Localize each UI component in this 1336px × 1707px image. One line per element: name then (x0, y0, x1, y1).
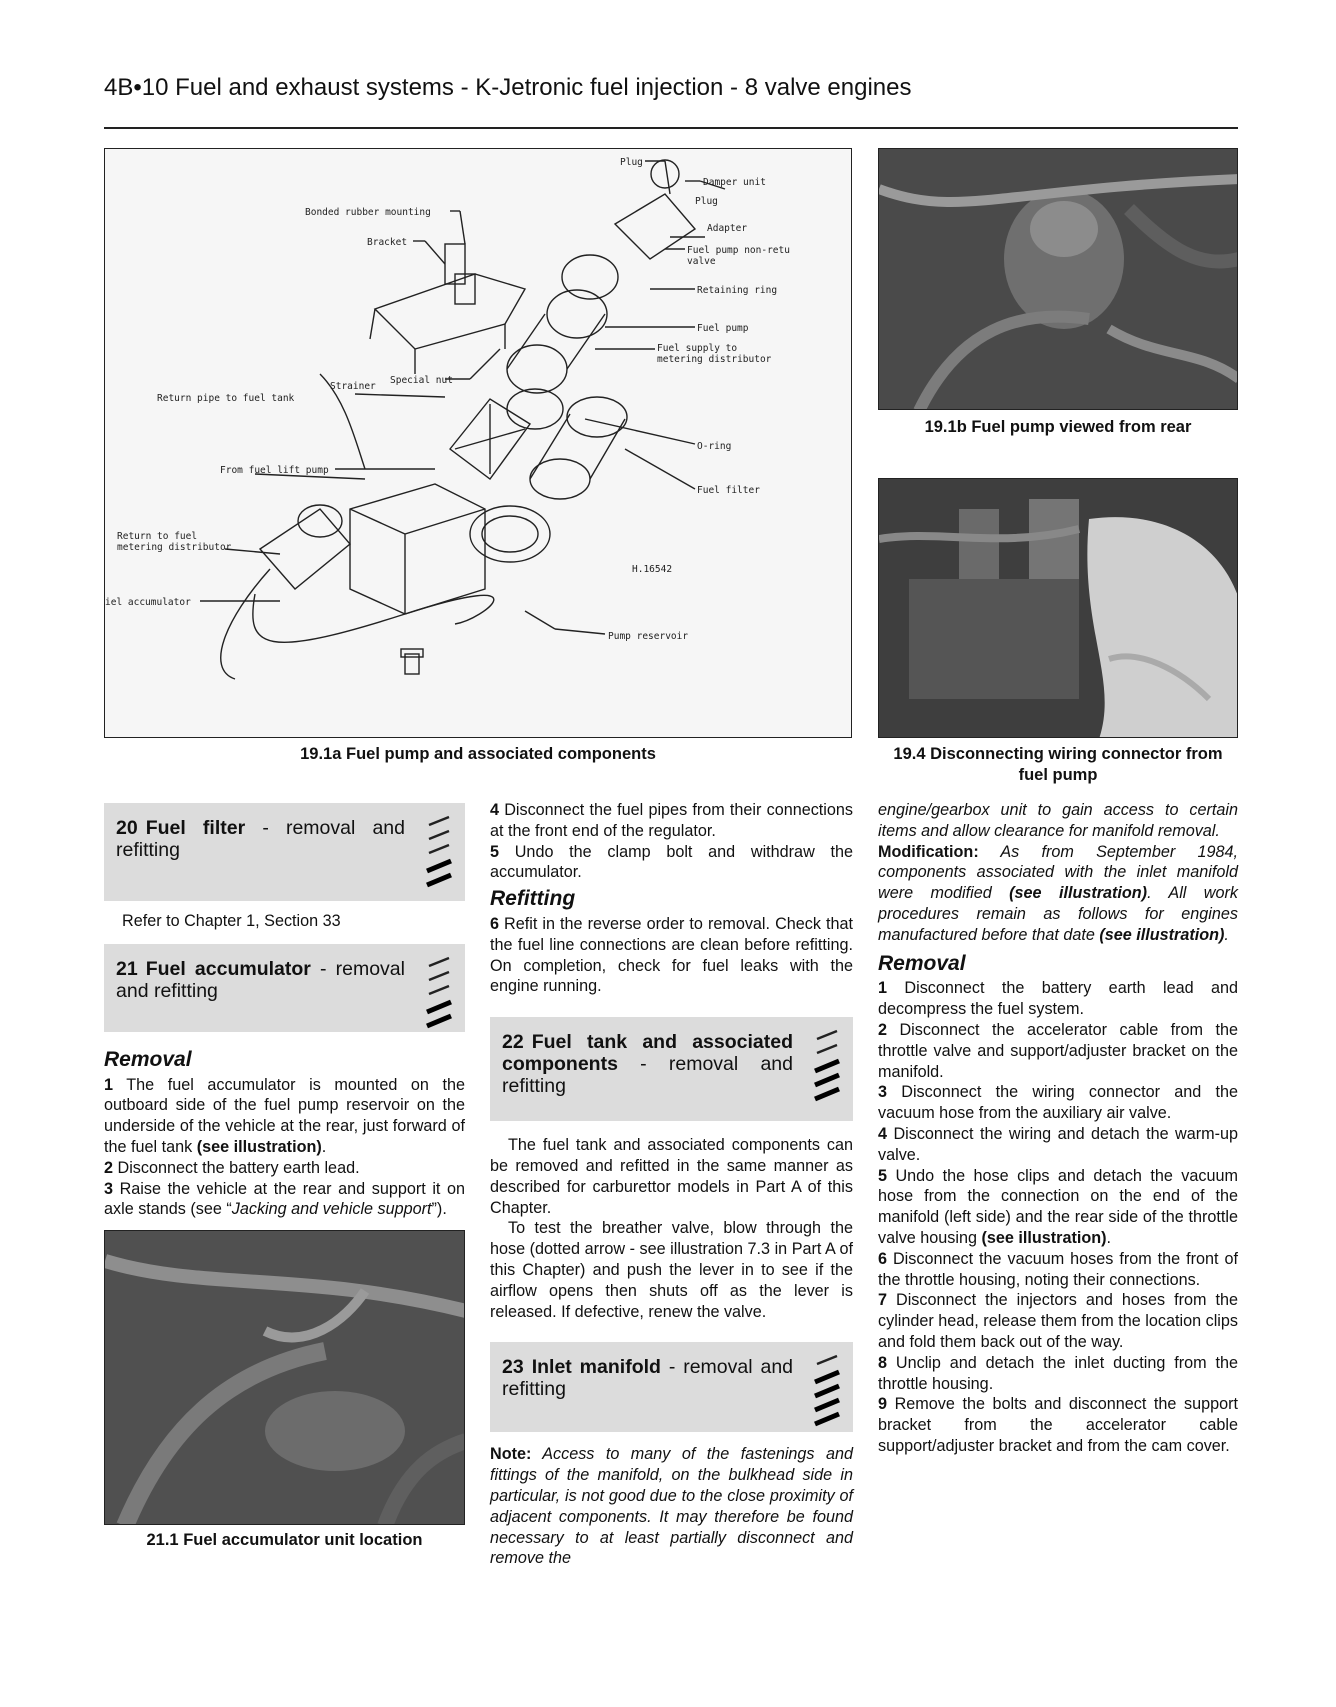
label-special-nut: Special nut (390, 375, 453, 386)
section-20-title: Fuel filter (145, 817, 246, 839)
section-22-heading (490, 1017, 853, 1121)
col3-step-7: 7 Disconnect the injectors and hoses from the cylinder head, release them from the location clips and fold them back out of the way. (878, 1291, 1238, 1351)
difficulty-spanner-icon (423, 952, 457, 1032)
label-damper-unit: Damper unit (703, 177, 766, 188)
col3-step-9: 9 Remove the bolts and disconnect the support bracket from the accelerator cable support/adjuster bracket and from the cam cover. (878, 1395, 1238, 1455)
col2-paragraph-7: The fuel tank and associated components can be removed and refitted in the same manner as described for carburettor models in Part A of this Chapter. (490, 1136, 853, 1217)
col3-step-3: 3 Disconnect the wiring connector and the vacuum hose from the auxiliary air valve. (878, 1083, 1238, 1123)
section-21-heading (104, 944, 465, 1032)
header-rule (104, 127, 1238, 129)
label-fuel-supply-line1: Fuel supply to (657, 343, 738, 354)
col2-note: Note: Access to many of the fastenings and fittings of the manifold, on the bulkhead side in particular, is not good due to the close proximity of adjacent components. It may therefore be found necessary to at least partially disconnect and remove the (490, 1445, 853, 1568)
label-plug-top: Plug (620, 157, 643, 168)
label-adapter: Adapter (707, 223, 748, 234)
section-22-title: Fuel tank and associated components (502, 1031, 793, 1076)
label-o-ring: O-ring (697, 441, 732, 452)
section-22-subtitle: - removal and refitting (502, 1053, 793, 1098)
label-fuel-pump: Fuel pump (697, 323, 749, 334)
section-21-number: 21 (116, 957, 138, 980)
page-header-title: 4B•10 Fuel and exhaust systems - K-Jetronic fuel injection - 8 valve engines (104, 74, 912, 101)
section-23-number: 23 (502, 1356, 524, 1379)
difficulty-spanner-icon (423, 811, 457, 891)
label-return-to-fuel-line1: Return to fuel (117, 531, 198, 542)
section-20-number: 20 (116, 817, 138, 839)
label-ref-code: H.16542 (632, 564, 673, 575)
label-accumulator: iel accumulator (105, 597, 191, 608)
col2-paragraph-6: 6 Refit in the reverse order to removal. Check that the fuel line connections are clean before refitting. On completion, check for fuel leaks with the engine running. (490, 914, 853, 996)
label-return-pipe: Return pipe to fuel tank (157, 393, 295, 404)
caption-19-4 (878, 744, 1238, 786)
label-non-return-line2: valve (687, 256, 716, 267)
col1-paragraph-2: 2 Disconnect the battery earth lead. (104, 1158, 360, 1177)
removal-heading-2: Removal (878, 951, 966, 975)
col3-step-8: 8 Unclip and detach the inlet ducting from the throttle housing. (878, 1353, 1238, 1393)
label-return-to-fuel-line2: metering distributor (117, 542, 232, 553)
label-bonded-rubber-mounting: Bonded rubber mounting (305, 207, 431, 218)
fuel-accumulator-photo (105, 1231, 465, 1525)
col2-paragraph-5: 5 Undo the clamp bolt and withdraw the accumulator. (490, 842, 853, 882)
caption-19-4-line2: fuel pump (1018, 766, 1098, 784)
section-21-title: Fuel accumulator (145, 957, 311, 980)
col3-step-6: 6 Disconnect the vacuum hoses from the front of the throttle housing, noting their connections. (878, 1249, 1238, 1289)
photo-21-1 (104, 1230, 465, 1525)
section-22-number: 22 (502, 1031, 524, 1054)
caption-21-1: 21.1 Fuel accumulator unit location (146, 1531, 423, 1549)
column-2 (490, 800, 853, 1569)
caption-19-1a: 19.1a Fuel pump and associated components (300, 745, 656, 763)
section-20-heading (104, 803, 465, 901)
col3-continued-text: engine/gearbox unit to gain access to certain items and allow clearance for manifold removal. (878, 801, 1238, 840)
section-23-heading (490, 1342, 853, 1432)
col3-step-1: 1 Disconnect the battery earth lead and decompress the fuel system. (878, 979, 1238, 1019)
col3-step-2: 2 Disconnect the accelerator cable from the throttle valve and support/adjuster bracket on the manifold. (878, 1020, 1238, 1081)
col1-paragraph-1: 1 The fuel accumulator is mounted on the outboard side of the fuel pump reservoir on the underside of the vehicle at the rear, just forward of the fuel tank (see illustration). (104, 1075, 465, 1156)
column-1 (104, 803, 465, 1220)
fuel-pump-rear-photo (879, 149, 1238, 410)
col2-paragraph-4: 4 Disconnect the fuel pipes from their connections at the front end of the regulator. (490, 801, 853, 840)
col3-step-4: 4 Disconnect the wiring and detach the warm-up valve. (878, 1124, 1238, 1164)
section-23-subtitle: - removal and refitting (502, 1356, 794, 1401)
photo-19-1b (878, 148, 1238, 410)
label-fuel-supply-line2: metering distributor (657, 354, 772, 365)
label-bracket: Bracket (367, 237, 408, 248)
label-non-return-line1: Fuel pump non-retu (687, 245, 790, 256)
removal-heading-1: Removal (104, 1047, 192, 1071)
label-plug-right: Plug (695, 196, 718, 207)
difficulty-spanner-icon (811, 1025, 845, 1105)
fuel-pump-exploded-diagram (105, 149, 850, 736)
col3-step-5: 5 Undo the hose clips and detach the vacuum hose from the connection on the end of the manifold (left side) and the rear side of the throttle valve housing (see illustration). (878, 1166, 1238, 1247)
caption-19-1b: 19.1b Fuel pump viewed from rear (924, 418, 1192, 436)
label-strainer: Strainer (330, 381, 376, 392)
section-20-subtitle: - removal and refitting (116, 817, 405, 861)
section-21-subtitle: - removal and refitting (116, 957, 405, 1002)
col2-paragraph-8: To test the breather valve, blow through the hose (dotted arrow - see illustration 7.3 in Part A of this Chapter) and push the lever in to see if the airflow opens then shuts off as the lever is released. If defective, renew the valve. (490, 1219, 853, 1321)
column-3 (878, 800, 1238, 1457)
label-from-lift-pump: From fuel lift pump (220, 465, 329, 476)
label-fuel-filter: Fuel filter (697, 485, 760, 496)
caption-19-4-line1: 19.4 Disconnecting wiring connector from (893, 745, 1223, 763)
refitting-heading: Refitting (490, 887, 576, 911)
section-23-title: Inlet manifold (531, 1356, 661, 1379)
figure-19-1a-diagram (104, 148, 852, 738)
label-retaining-ring: Retaining ring (697, 285, 778, 296)
label-pump-reservoir: Pump reservoir (608, 631, 689, 642)
wiring-connector-photo (879, 479, 1238, 738)
col1-paragraph-3: 3 Raise the vehicle at the rear and support it on axle stands (see “Jacking and vehicle support”). (104, 1179, 465, 1219)
difficulty-spanner-icon (811, 1350, 845, 1430)
refer-text: Refer to Chapter 1, Section 33 (122, 912, 341, 930)
photo-19-4 (878, 478, 1238, 738)
col3-modification: Modification: As from September 1984, components associated with the inlet manifold were modified (see illustration). All work procedures remain as follows for engines manufactured before that date (see illustration). (878, 842, 1238, 944)
